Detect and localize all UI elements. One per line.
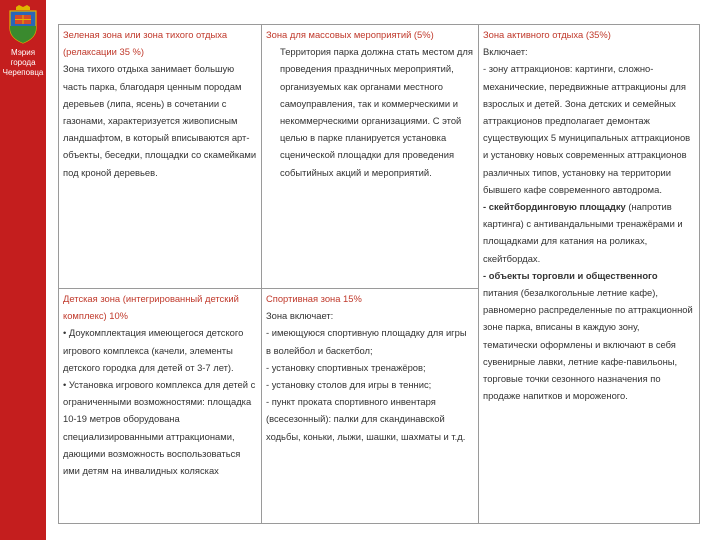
kids-zone-item-1: • Доукомплектация имеющегося детского игрового комплекса (качели, элементы детского городка для детей от 3-7 лет).: [63, 327, 244, 373]
attractions-label: - зону аттракционов: [483, 63, 570, 75]
sidebar-banner: [0, 0, 46, 540]
city-emblem-icon: [7, 4, 39, 44]
sport-zone-title: Спортивная зона 15%: [266, 293, 362, 304]
sport-zone-item-3: - установку столов для игры в теннис;: [266, 379, 432, 391]
skate-text: (напротив картинга) с антивандальными тренажёрами и площадками для катания на роликах, скейтбордах.: [483, 201, 683, 264]
attractions-text: : картинги, сложно-механические, передвижные аттракционы для взрослых и детей. Зона детских и семейных аттракционов предполагает демонтаж существующих 5 муниципальных аттракционов и установку новых современных аттракционов различных типов, установку на территории бывшего кафе современного автодрома.: [483, 63, 691, 195]
mass-zone-cell: [262, 25, 479, 289]
quiet-zone-cell: [59, 25, 262, 289]
active-zone-attractions: [483, 60, 695, 198]
sport-zone-item-1: - имеющуюся спортивную площадку для игры в волейбол и баскетбол;: [266, 327, 467, 356]
active-zone-title: Зона активного отдыха (35%): [483, 29, 611, 40]
kids-zone-title: Детская зона (интегрированный детский комплекс) 10%: [63, 293, 239, 322]
zones-table: [58, 24, 700, 524]
sidebar-line-1: Мэрия: [10, 48, 36, 57]
sport-zone-cell: [262, 289, 479, 523]
trade-text: питания (безалкогольные летние кафе), равномерно распределенные по аттракционной зоне парка, вписаны в каждую зону, тематически оформлены и включают в себя сувенирные лавки, летние кафе-павильоны, торговые точки сезонного назначения по продаже напитков и мороженого.: [483, 287, 693, 402]
sport-zone-item-2: - установку спортивных тренажёров;: [266, 361, 426, 373]
city-hall-label: [0, 48, 46, 78]
quiet-zone-text: Зона тихого отдыха занимает большую часть парка, благодаря ценным породам деревьев (липа, ясень) в сочетании с газонами, характеризуется живописным ландшафтом, в который вписываются арт-объекты, беседки, площадки со скамейками под кроной деревьев.: [63, 63, 257, 178]
quiet-zone-title: Зеленая зона или зона тихого отдыха (релаксации 35 %): [63, 29, 228, 58]
active-zone-intro: Включает:: [483, 46, 528, 58]
kids-zone-item-2: • Установка игрового комплекса для детей с ограниченными возможностями: площадка 10-19 метров оборудована специализированными аттракционами, дающими возможность воспользоваться ими детям на инвалидных колясках: [63, 379, 256, 477]
sport-zone-item-4: - пункт проката спортивного инвентаря (всесезонный): палки для скандинавской ходьбы, коньки, лыжи, шашки, шахматы и т.д.: [266, 396, 466, 442]
kids-zone-cell: [59, 289, 262, 523]
mass-zone-title: Зона для массовых мероприятий (5%): [266, 29, 434, 40]
active-zone-trade: [483, 267, 695, 405]
active-zone-skate: [483, 198, 695, 267]
sidebar-line-3: Череповца: [2, 68, 44, 77]
trade-label: - объекты торговли и общественного: [483, 269, 658, 281]
sidebar-line-2: города: [10, 58, 36, 67]
mass-zone-text: Территория парка должна стать местом для проведения праздничных мероприятий, организуемых как органами местного самоуправления, так и коммерческими и некоммерческими организациями. С этой целью в парке планируется установка сценической площадки для проведения событийных акций и мероприятий.: [280, 46, 473, 178]
active-zone-cell: [479, 25, 699, 523]
sport-zone-intro: Зона включает:: [266, 310, 334, 322]
skate-label: - скейтбординговую площадку: [483, 201, 626, 213]
